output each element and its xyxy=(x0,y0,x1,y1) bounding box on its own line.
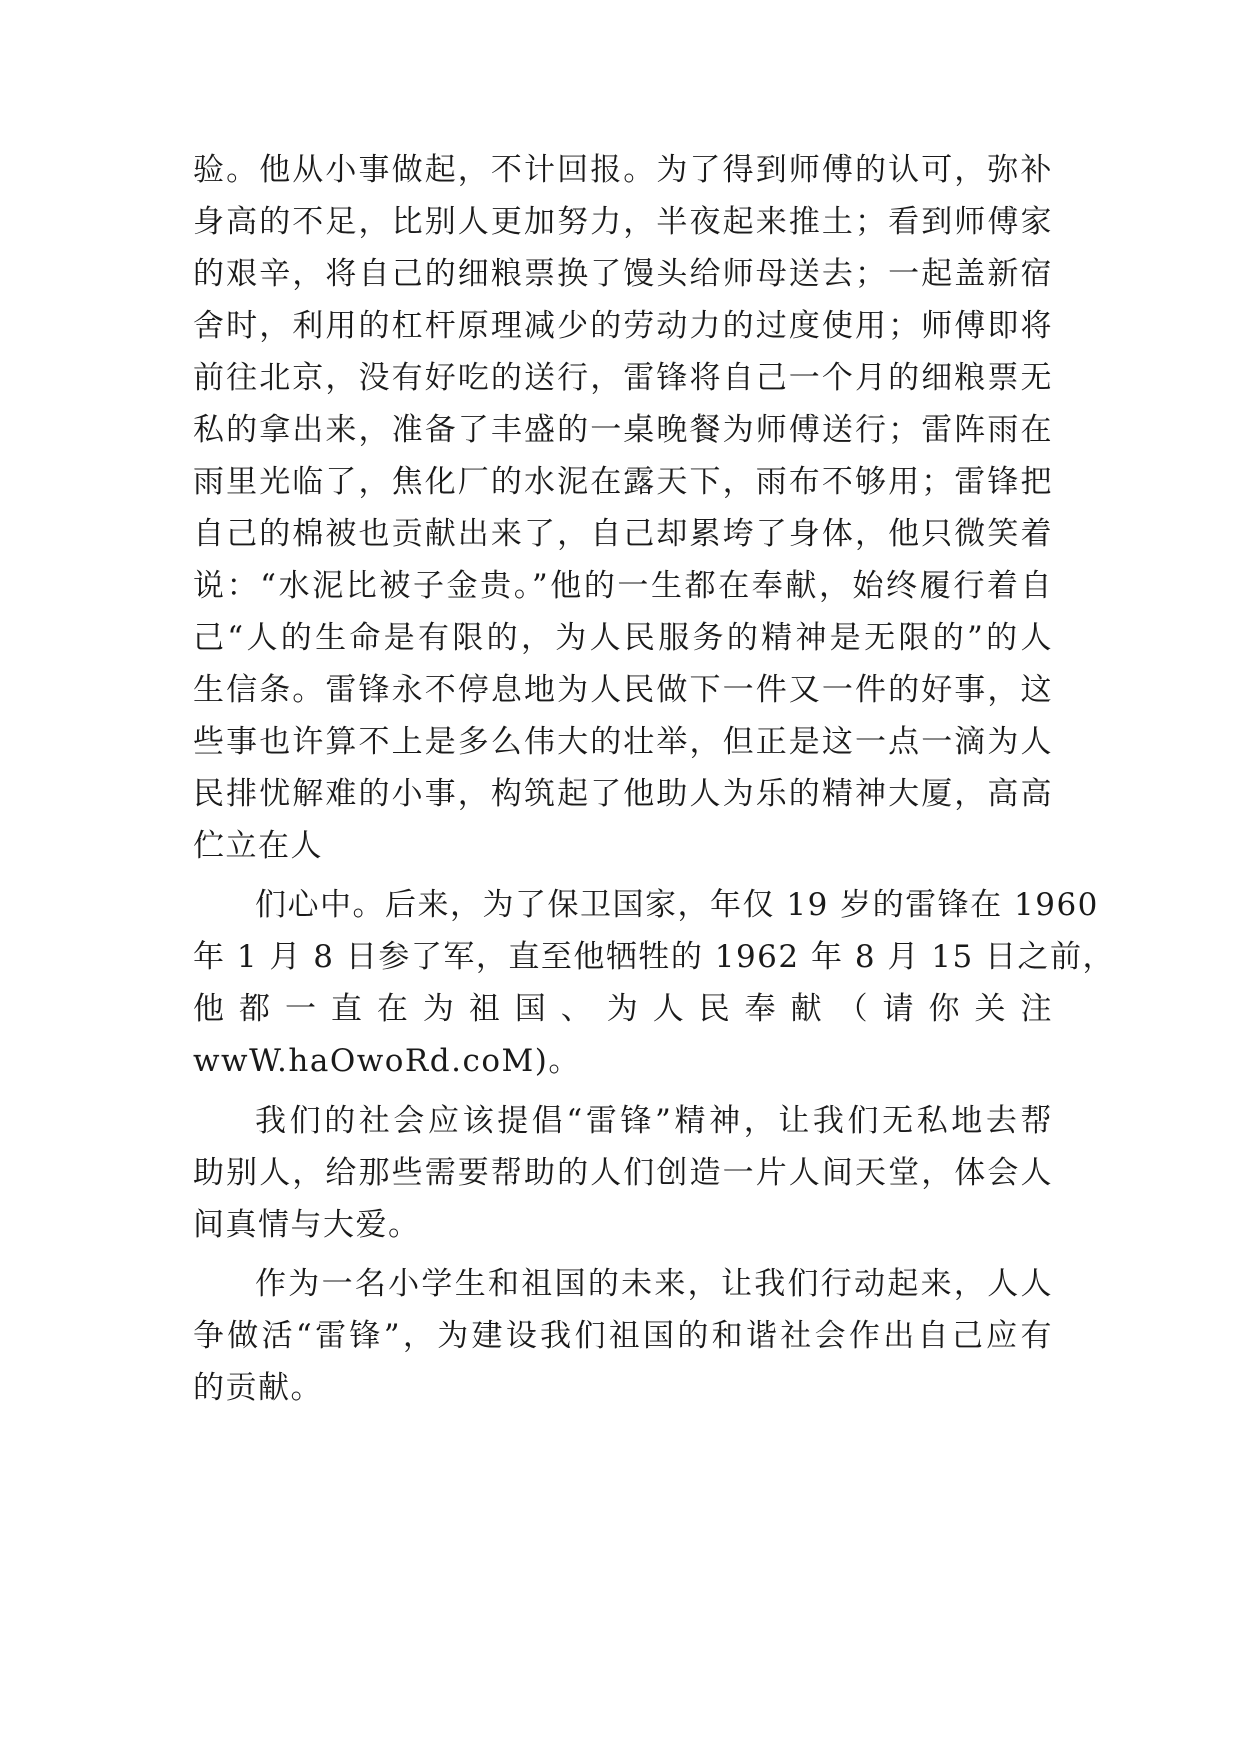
text-line-8: 自己的棉被也贡献出来了，自己却累垮了身体，他只微笑着 xyxy=(193,516,1053,552)
text-line-17: 他 都 一 直 在 为 祖 国 、 为 人 民 奉 献 （ 请 你 关 注 xyxy=(193,991,1053,1027)
text-line-19: 我们的社会应该提倡“雷锋”精神，让我们无私地去帮 xyxy=(255,1103,1053,1139)
text-line-6: 私的拿出来，准备了丰盛的一桌晚餐为师傅送行；雷阵雨在 xyxy=(193,412,1053,448)
text-line-1: 验。他从小事做起，不计回报。为了得到师傅的认可，弥补 xyxy=(193,152,1053,188)
text-line-12: 些事也许算不上是多么伟大的壮举，但正是这一点一滴为人 xyxy=(193,724,1053,760)
text-line-5: 前往北京，没有好吃的送行，雷锋将自己一个月的细粮票无 xyxy=(193,360,1053,396)
text-line-13: 民排忧解难的小事，构筑起了他助人为乐的精神大厦，高高 xyxy=(193,776,1053,812)
text-line-22: 作为一名小学生和祖国的未来，让我们行动起来，人人 xyxy=(255,1266,1053,1302)
text-line-2: 身高的不足，比别人更加努力，半夜起来推土；看到师傅家 xyxy=(193,204,1053,240)
text-line-15: 们心中。后来，为了保卫国家，年仅 19 岁的雷锋在 1960 xyxy=(255,887,1099,923)
text-line-3: 的艰辛，将自己的细粮票换了馒头给师母送去；一起盖新宿 xyxy=(193,256,1053,292)
text-line-9: 说：“水泥比被子金贵。”他的一生都在奉献，始终履行着自 xyxy=(193,568,1053,604)
text-line-7: 雨里光临了，焦化厂的水泥在露天下，雨布不够用；雷锋把 xyxy=(193,464,1053,500)
text-line-20: 助别人，给那些需要帮助的人们创造一片人间天堂，体会人 xyxy=(193,1155,1053,1191)
text-line-11: 生信条。雷锋永不停息地为人民做下一件又一件的好事，这 xyxy=(193,672,1053,708)
text-line-10: 己“人的生命是有限的，为人民服务的精神是无限的”的人 xyxy=(193,620,1053,656)
text-line-18: wwW.haOwoRd.coM)。 xyxy=(193,1043,581,1079)
text-line-16: 年 1 月 8 日参了军，直至他牺牲的 1962 年 8 月 15 日之前， xyxy=(193,939,1116,975)
text-line-4: 舍时，利用的杠杆原理减少的劳动力的过度使用；师傅即将 xyxy=(193,308,1053,344)
text-line-14: 伫立在人 xyxy=(193,828,323,864)
text-line-23: 争做活“雷锋”，为建设我们祖国的和谐社会作出自己应有 xyxy=(193,1318,1053,1354)
text-line-24: 的贡献。 xyxy=(193,1370,323,1406)
text-line-21: 间真情与大爱。 xyxy=(193,1207,421,1243)
